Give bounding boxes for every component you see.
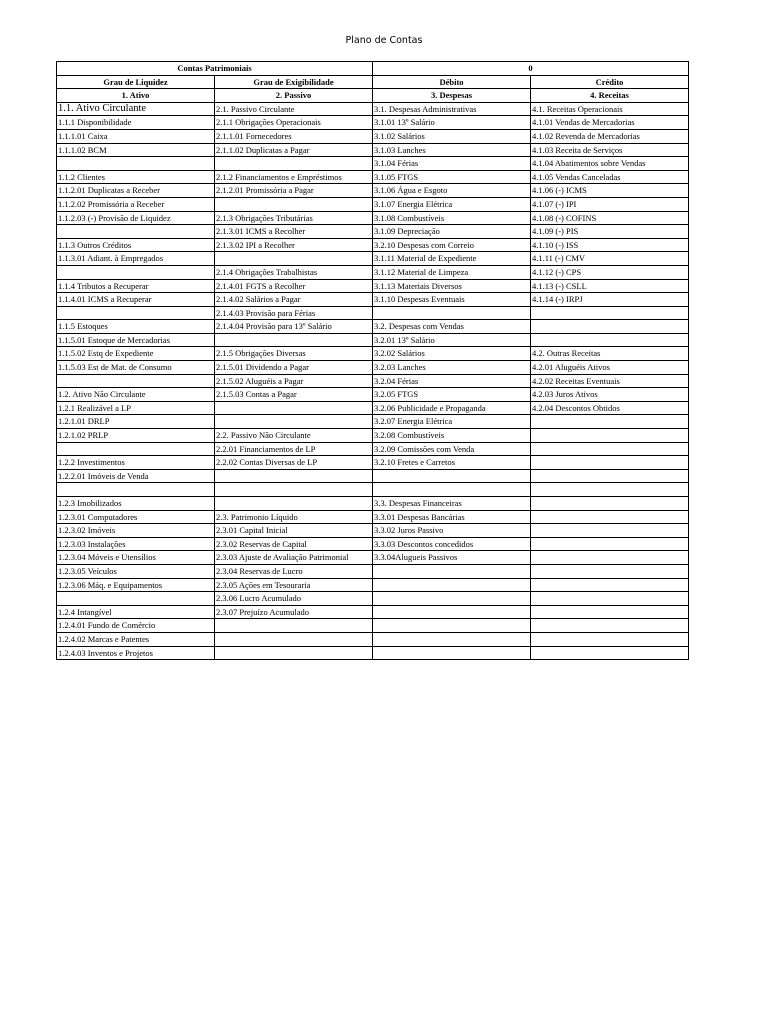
table-row [57,605,689,619]
account-cell-receitas [531,632,689,646]
table-row [57,415,689,429]
header-receitas: 4. Receitas [531,89,689,103]
account-cell-receitas: 4.2. Outras Receitas [531,347,689,361]
account-cell-despesas: 3.1.09 Depreciação [373,225,531,239]
account-cell-passivo: 2.1.1.01 Fornecedores [215,129,373,143]
header-credito: Crédito [531,75,689,89]
table-row [57,429,689,443]
account-cell-ativo: 1.2.1 Realizável a LP [57,401,215,415]
account-cell-ativo: 1.2.3.01 Computadores [57,510,215,524]
table-row [57,592,689,606]
account-cell-passivo: 2.3.04 Reservas de Lucro [215,564,373,578]
account-cell-passivo: 2.3.02 Reservas de Capital [215,537,373,551]
account-cell-passivo: 2.1.3.02 IPI a Recolher [215,238,373,252]
account-cell-despesas [373,592,531,606]
account-cell-passivo: 2.1.4 Obrigações Trabalhistas [215,265,373,279]
table-row [57,551,689,565]
table-row [57,524,689,538]
account-cell-receitas [531,306,689,320]
account-cell-passivo [215,333,373,347]
account-cell-passivo [215,197,373,211]
account-cell-receitas [531,469,689,483]
account-cell-receitas [531,456,689,470]
account-cell-despesas: 3.2.08 Combustíveis [373,429,531,443]
account-cell-despesas: 3.1.02 Salários [373,129,531,143]
account-cell-despesas [373,483,531,497]
account-cell-receitas: 4.1. Receitas Operacionais [531,102,689,116]
account-cell-passivo: 2.1.4.01 FGTS a Recolher [215,279,373,293]
account-cell-despesas: 3.1.04 Férias [373,157,531,171]
account-cell-receitas [531,537,689,551]
table-row [57,157,689,171]
account-cell-ativo: 1.1.5.03 Est de Mat. de Consumo [57,361,215,375]
table-row [57,646,689,660]
account-cell-receitas: 4.2.03 Juros Ativos [531,388,689,402]
account-cell-despesas: 3.2.06 Publicidade e Propaganda [373,401,531,415]
account-cell-ativo: 1.1.4 Tributos a Recuperar [57,279,215,293]
account-cell-ativo: 1.1. Ativo Circulante [57,102,215,116]
account-cell-passivo: 2.2. Passivo Não Circulante [215,429,373,443]
account-cell-passivo: 2.1.1 Obrigações Operacionais [215,116,373,130]
account-cell-passivo: 2.1.4.04 Provisão para 13º Salário [215,320,373,334]
account-cell-despesas [373,605,531,619]
account-cell-ativo [57,442,215,456]
account-cell-despesas: 3.1.10 Despesas Eventuais [373,293,531,307]
account-cell-ativo [57,374,215,388]
account-cell-despesas: 3.1.08 Combustíveis [373,211,531,225]
account-cell-despesas: 3.1.01 13º Salário [373,116,531,130]
header-contas-patrimoniais: Contas Patrimoniais [57,62,373,76]
account-cell-passivo: 2.3.01 Capital Inicial [215,524,373,538]
account-cell-passivo [215,619,373,633]
table-row [57,483,689,497]
table-row [57,497,689,511]
account-cell-despesas: 3.1.13 Materiais Diversos [373,279,531,293]
table-row [57,211,689,225]
account-cell-ativo: 1.1.3 Outros Créditos [57,238,215,252]
account-cell-passivo: 2.3.03 Ajuste de Avaliação Patrimonial [215,551,373,565]
header-grau-exigibilidade: Grau de Exigibilidade [215,75,373,89]
account-cell-receitas: 4.1.07 (-) IPI [531,197,689,211]
table-row [57,129,689,143]
account-cell-despesas: 3.2.02 Salários [373,347,531,361]
account-cell-passivo: 2.1.4.02 Salários a Pagar [215,293,373,307]
account-cell-despesas: 3.2.03 Lanches [373,361,531,375]
account-cell-passivo: 2.1. Passivo Circulante [215,102,373,116]
account-cell-receitas: 4.1.12 (-) CPS [531,265,689,279]
account-cell-receitas [531,564,689,578]
account-cell-receitas [531,578,689,592]
table-row [57,333,689,347]
account-cell-ativo [57,483,215,497]
header-row-titles [57,75,689,89]
account-cell-ativo: 1.1.2 Clientes [57,170,215,184]
account-cell-despesas: 3.1.03 Lanches [373,143,531,157]
table-row [57,252,689,266]
chart-of-accounts-table [56,61,689,660]
account-cell-ativo: 1.1.3.01 Adiant. à Empregados [57,252,215,266]
account-cell-ativo [57,157,215,171]
table-row [57,197,689,211]
account-cell-ativo: 1.1.5.01 Estoque de Mercadorias [57,333,215,347]
account-cell-ativo: 1.2.3.04 Móveis e Utensílios [57,551,215,565]
account-cell-receitas [531,619,689,633]
table-row [57,632,689,646]
table-row [57,401,689,415]
account-cell-passivo [215,646,373,660]
account-cell-despesas: 3.3.01 Despesas Bancárias [373,510,531,524]
account-cell-receitas: 4.2.02 Receitas Eventuais [531,374,689,388]
table-row [57,347,689,361]
account-cell-receitas [531,524,689,538]
header-grau-liquidez: Grau de Liquidez [57,75,215,89]
account-cell-receitas: 4.1.04 Abatimentos sobre Vendas [531,157,689,171]
account-cell-passivo: 2.1.4.03 Provisão para Férias [215,306,373,320]
account-cell-receitas [531,333,689,347]
account-cell-despesas: 3.1.12 Material de Limpeza [373,265,531,279]
account-cell-passivo: 2.1.5.03 Contas a Pagar [215,388,373,402]
table-row [57,170,689,184]
account-cell-receitas: 4.1.11 (-) CMV [531,252,689,266]
account-cell-passivo: 2.3.05 Ações em Tesouraria [215,578,373,592]
account-cell-ativo [57,225,215,239]
account-cell-passivo: 2.1.3.01 ICMS a Recolher [215,225,373,239]
account-cell-despesas: 3.2.04 Férias [373,374,531,388]
account-cell-ativo: 1.2.1.02 PRLP [57,429,215,443]
account-cell-passivo: 2.1.1.02 Duplicatas a Pagar [215,143,373,157]
account-cell-despesas [373,619,531,633]
account-cell-despesas: 3.3.02 Juros Passivo [373,524,531,538]
account-cell-receitas [531,551,689,565]
account-cell-receitas [531,605,689,619]
account-cell-ativo: 1.2.4.02 Marcas e Patentes [57,632,215,646]
account-cell-ativo: 1.2.4.01 Fundo de Comércio [57,619,215,633]
account-cell-despesas: 3.1. Despesas Administrativas [373,102,531,116]
account-cell-despesas: 3.2.05 FTGS [373,388,531,402]
account-cell-despesas: 3.2.07 Energia Elétrica [373,415,531,429]
table-row [57,143,689,157]
account-cell-ativo [57,592,215,606]
account-cell-receitas: 4.1.09 (-) PIS [531,225,689,239]
account-cell-despesas [373,469,531,483]
account-cell-ativo: 1.2. Ativo Não Circulante [57,388,215,402]
account-cell-passivo: 2.2.02 Contas Diversas de LP [215,456,373,470]
account-cell-despesas: 3.2.10 Fretes e Carretos [373,456,531,470]
account-cell-ativo: 1.1.4.01 ICMS a Recuperar [57,293,215,307]
account-cell-despesas [373,578,531,592]
account-cell-passivo: 2.2.01 Financiamentos de LP [215,442,373,456]
table-body [57,62,689,660]
account-cell-ativo: 1.1.2.03 (-) Provisão de Liquidez [57,211,215,225]
account-cell-ativo: 1.1.5.02 Estq de Expediente [57,347,215,361]
account-cell-receitas [531,592,689,606]
account-cell-passivo [215,401,373,415]
account-cell-receitas: 4.1.08 (-) COFINS [531,211,689,225]
header-despesas: 3. Despesas [373,89,531,103]
account-cell-passivo [215,632,373,646]
table-row [57,510,689,524]
header-row-group [57,62,689,76]
account-cell-passivo: 2.1.3 Obrigações Tributárias [215,211,373,225]
account-cell-receitas: 4.1.02 Revenda de Mercadorias [531,129,689,143]
table-row [57,293,689,307]
account-cell-ativo: 1.1.2.02 Promissória a Receber [57,197,215,211]
header-debito: Débito [373,75,531,89]
account-cell-despesas: 3.1.06 Água e Esgoto [373,184,531,198]
account-cell-despesas: 3.2.10 Despesas com Correio [373,238,531,252]
table-row [57,265,689,279]
account-cell-receitas: 4.2.01 Aluguéis Ativos [531,361,689,375]
table-row [57,578,689,592]
account-cell-passivo: 2.3. Patrimonio Líquido [215,510,373,524]
account-cell-receitas [531,497,689,511]
table-row [57,279,689,293]
account-cell-ativo: 1.1.1 Disponibilidade [57,116,215,130]
table-row [57,374,689,388]
account-cell-ativo: 1.2.3.05 Veículos [57,564,215,578]
account-cell-ativo [57,265,215,279]
account-cell-passivo [215,157,373,171]
account-cell-despesas [373,564,531,578]
table-row [57,320,689,334]
account-cell-receitas [531,320,689,334]
table-row [57,619,689,633]
account-cell-despesas: 3.3.03 Descontos concedidos [373,537,531,551]
account-cell-receitas: 4.1.06 (-) ICMS [531,184,689,198]
table-row [57,225,689,239]
table-row [57,184,689,198]
table-row [57,469,689,483]
account-cell-receitas [531,646,689,660]
account-cell-despesas: 3.1.11 Material de Expediente [373,252,531,266]
account-cell-despesas [373,632,531,646]
account-cell-passivo [215,469,373,483]
account-cell-ativo: 1.1.1.02 BCM [57,143,215,157]
account-cell-passivo: 2.1.5 Obrigações Diversas [215,347,373,361]
account-cell-passivo [215,497,373,511]
account-cell-despesas: 3.1.07 Energia Elétrica [373,197,531,211]
account-cell-despesas: 3.3. Despesas Financeiras [373,497,531,511]
account-cell-passivo: 2.1.2.01 Promissória a Pagar [215,184,373,198]
account-cell-ativo: 1.1.2.01 Duplicatas a Receber [57,184,215,198]
header-row-groups [57,89,689,103]
account-cell-ativo: 1.2.3.06 Máq. e Equipamentos [57,578,215,592]
account-cell-ativo: 1.2.2.01 Imóveis de Venda [57,469,215,483]
header-passivo: 2. Passivo [215,89,373,103]
table-row [57,537,689,551]
account-cell-despesas: 3.3.04Alugueis Passivos [373,551,531,565]
account-cell-ativo [57,306,215,320]
table-row [57,116,689,130]
account-cell-receitas: 4.1.14 (-) IRPJ [531,293,689,307]
header-ativo: 1. Ativo [57,89,215,103]
account-cell-passivo: 2.3.07 Prejuízo Acumulado [215,605,373,619]
account-cell-receitas: 4.2.04 Descontos Obtidos [531,401,689,415]
account-cell-receitas: 4.1.01 Vendas de Mercadorias [531,116,689,130]
account-cell-ativo: 1.2.2 Investimentos [57,456,215,470]
table-row [57,361,689,375]
account-cell-receitas [531,483,689,497]
account-cell-ativo: 1.1.5 Estoques [57,320,215,334]
table-row [57,102,689,116]
account-cell-receitas: 4.1.13 (-) CSLL [531,279,689,293]
table-row [57,388,689,402]
account-cell-ativo: 1.2.1.01 DRLP [57,415,215,429]
account-cell-despesas [373,646,531,660]
account-cell-ativo: 1.2.4.03 Inventos e Projetos [57,646,215,660]
table-row [57,238,689,252]
account-cell-passivo [215,483,373,497]
account-cell-receitas [531,415,689,429]
account-cell-ativo: 1.1.1.01 Caixa [57,129,215,143]
table-row [57,564,689,578]
table-row [57,442,689,456]
account-cell-passivo [215,252,373,266]
account-cell-receitas [531,510,689,524]
account-cell-despesas [373,306,531,320]
table-row [57,306,689,320]
account-cell-passivo: 2.1.5.02 Aluguéis a Pagar [215,374,373,388]
account-cell-passivo: 2.1.5.01 Dividendo a Pagar [215,361,373,375]
account-cell-ativo: 1.2.3.02 Imóveis [57,524,215,538]
account-cell-ativo: 1.2.4 Intangível [57,605,215,619]
account-cell-receitas: 4.1.10 (-) ISS [531,238,689,252]
account-cell-passivo: 2.3.06 Lucro Acumulado [215,592,373,606]
account-cell-receitas: 4.1.05 Vendas Canceladas [531,170,689,184]
account-cell-despesas: 3.1.05 FTGS [373,170,531,184]
account-cell-receitas: 4.1.03 Receita de Serviços [531,143,689,157]
account-cell-ativo: 1.2.3 Imobilizados [57,497,215,511]
account-cell-despesas: 3.2. Despesas com Vendas [373,320,531,334]
account-cell-passivo: 2.1.2 Financiamentos e Empréstimos [215,170,373,184]
account-cell-receitas [531,429,689,443]
header-result-value: 0 [373,62,689,76]
table-row [57,456,689,470]
account-cell-ativo: 1.2.3.03 Instalações [57,537,215,551]
document-title: Plano de Contas [345,35,423,46]
account-cell-despesas: 3.2.01 13º Salário [373,333,531,347]
account-cell-passivo [215,415,373,429]
account-cell-receitas [531,442,689,456]
account-cell-despesas: 3.2.09 Comissões com Venda [373,442,531,456]
